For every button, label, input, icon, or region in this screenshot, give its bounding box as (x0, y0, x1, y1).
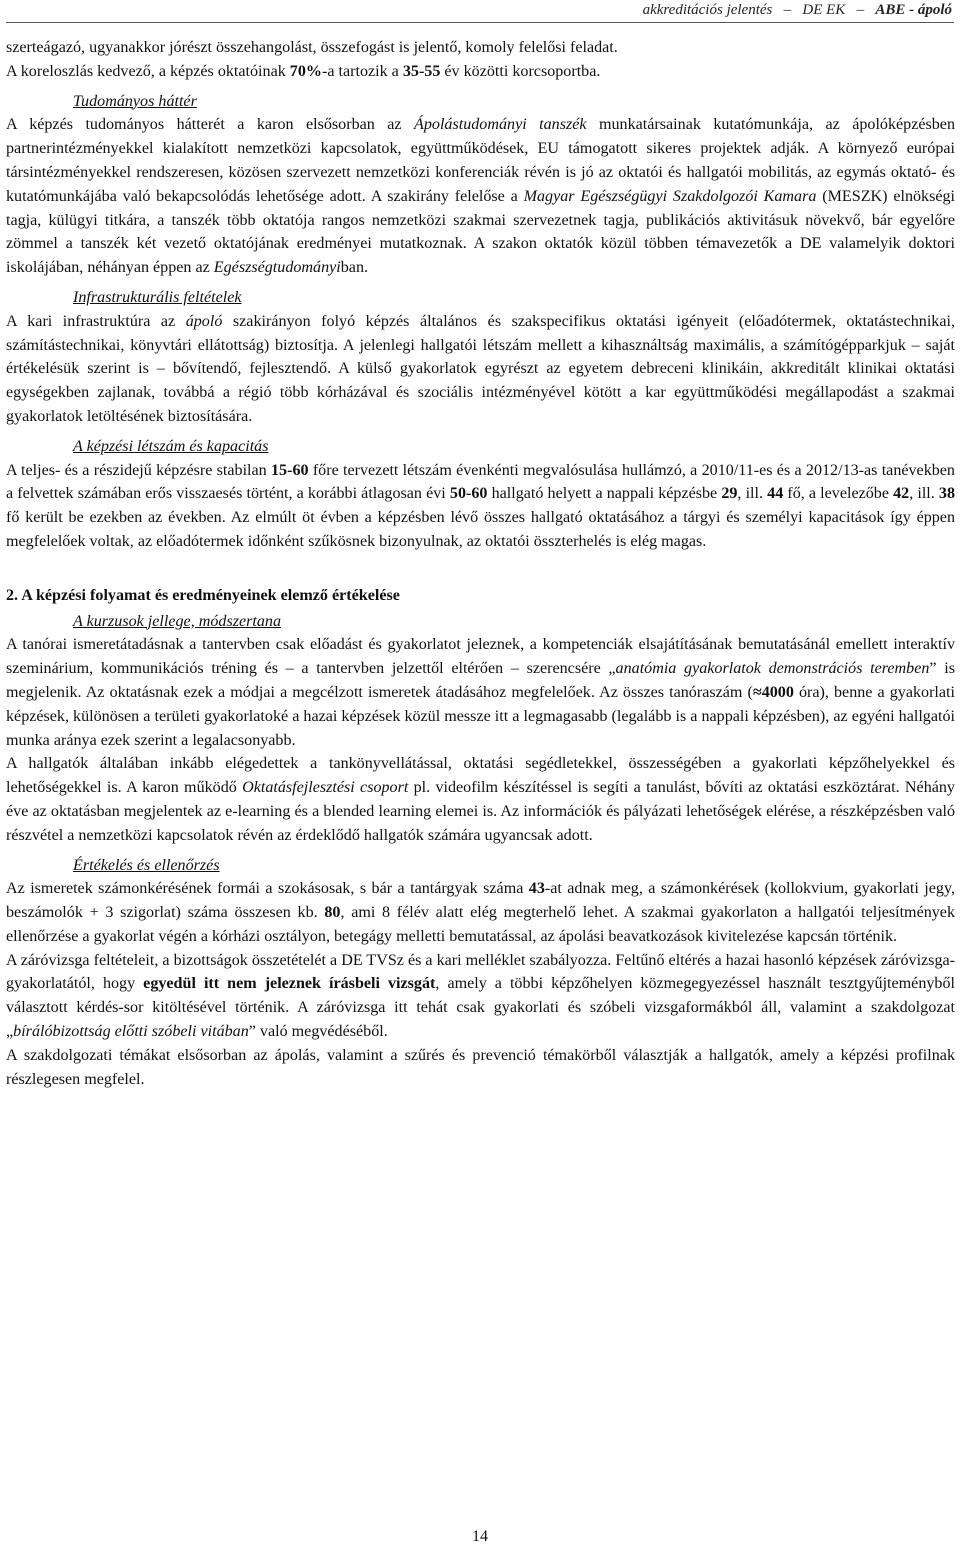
capacity-paragraph: A teljes- és a részidejű képzésre stabilan 15-60 főre tervezett létszám évenkénti megvalósulása hullámzó, a 2010/11-es és a 2012/13-as tanévekben a felvettek számában erős visszaesés történt, a korábbi átlagosan évi 50-60 hallgató helyett a nappali képzésbe 29, ill. 44 fő, a levelezőbe 42, ill. 38 fő került be ezekben az években. Az elmúlt öt évben a képzésben lévő összes hallgató oktatásához a tárgyi és személyi kapacitások így éppen megfelelőek voltak, az előadótermek időnként szűkösnek bizonyulnak, az oktatói összterhelés is elég magas. (6, 461, 956, 550)
document-body (6, 36, 955, 1091)
section-title: 2. A képzési folyamat és eredményeinek elemző értékelése (6, 586, 400, 604)
running-header: akkreditációs jelentés – DE EK – ABE - ápoló (642, 2, 952, 18)
assessment-paragraph: Az ismeretek számonkérésének formái a szokásosak, s bár a tantárgyak száma 43-at adnak meg, a számonkérések (kollokvium, gyakorlati jegy, beszámolók + 3 szigorlat) száma összesen kb. 80, ami 8 félév alatt elég megterhelő lehet. A szakmai gyakorlaton a hallgatói teljesítmények ellenőrzése a gyakorlat végén a kórházi osztályon, betegágy melletti bemutatással, az ápolási beavatkozások kivitelezése kapcsán történik. (6, 880, 955, 945)
header-institution: DE EK (802, 2, 846, 18)
subheading-capacity: A képzési létszám és kapacitás (73, 437, 269, 455)
thesis-topics-paragraph: A szakdolgozati témákat elsősorban az ápolás, valamint a szűrés és prevenció témakörből választják a hallgatók, amely a képzési profilnak részlegesen megfelel. (6, 1046, 955, 1088)
header-rule (6, 22, 954, 23)
subheading-scientific-background: Tudományos háttér (73, 92, 197, 110)
header-program: ABE - ápoló (875, 2, 952, 18)
infrastructure-paragraph: A kari infrastruktúra az ápoló szakirányon folyó képzés általános és szakspecifikus oktatási igényeit (előadótermek, oktatástechnikai, számítástechnikai, könyvtári ellátottság) biztosítja. A jelenlegi hallgatói létszám mellett a kihasználtság maximális, a számítógépparkjuk – saját értékelésük szerint is – bővítendő, fejlesztendő. A külső gyakorlatok egyrészt az egyetem debreceni klinikáin, akkreditált klinikai oktatási egységekben zajlanak, továbbá a régió több kórházával és szociális intézményével kötött a kar együttműködési megállapodást a szakmai gyakorlatok letöltésének biztosítására. (6, 312, 955, 425)
page-number: 14 (472, 1528, 488, 1545)
course-resources-paragraph: A hallgatók általában inkább elégedettek a tankönyvellátással, oktatási segédletekkel, összességében a gyakorlati képzőhelyekkel és lehetőségekkel is. A karon működő Oktatásfejlesztési csoport pl. videofilm készítéssel is segíti a tanulást, bővíti az oktatási eszköztárat. Néhány éve az oktatásban megjelentek az e-learning és a blended learning elemei is. Az információk és pályázati lehetőségek elérése, a részképzésben való részvétel a nemzetközi kapcsolatok révén az érdeklődő hallgatók számára ugyancsak adott. (6, 755, 955, 844)
header-report-type: akkreditációs jelentés (642, 2, 773, 18)
course-methods-paragraph: A tanórai ismeretátadásnak a tantervben csak előadást és gyakorlatot jeleznek, a kompetenciák elsajátításának bemutatásánál emellett interaktív szeminárium, kommunikációs tréning és – a tantervben jelzettől eltérően – szerencsére „anatómia gyakorlatok demonstrációs teremben” is megjelenik. Az oktatásnak ezek a módjai a megcélzott ismeretek átadásához megfelelőek. Az összes tanóraszám (≈4000 óra), benne a gyakorlati képzések, különösen a területi gyakorlatoké a hazai képzések közül messze itt a legmagasabb (legalább is a nappali képzésben), az egyéni hallgatói munka aránya ezek szerint a legalacsonyabb. (6, 636, 955, 749)
subheading-infrastructure: Infrastrukturális feltételek (73, 288, 242, 306)
subheading-assessment: Értékelés és ellenőrzés (73, 856, 220, 874)
subheading-course-methods: A kurzusok jellege, módszertana (73, 612, 282, 630)
scientific-background-paragraph: A képzés tudományos hátterét a karon elsősorban az Ápolástudományi tanszék munkatársainak kutatómunkája, az ápolóképzésben partnerintézményekkel kialakított nemzetközi kapcsolatok, együttműködések, EU támogatott sikeres projektek adják. A környező európai társintézményekkel rendszeresen, közösen szervezett nemzetközi konferenciák révén is jó az oktatói és hallgatói mobilitás, az egymás oktató- és kutatómunkájába való bekapcsolódás lehetősége adott. A szakirány felelőse a Magyar Egészségügyi Szakdolgozói Kamara (MESZK) elnökségi tagja, külügyi titkára, a tanszék több oktatója rangos nemzetközi szakmai szervezetnek tagja, publikációs aktivitásuk növekvő, bár egyelőre zömmel a tanszék két vezető oktatójának eredményei mutatkoznak. A szakon oktatók közül többen témavezetők a DE valamelyik doktori iskolájában, néhányan éppen az Egészségtudományiban. (6, 116, 956, 277)
intro-paragraph: szerteágazó, ugyanakkor jórészt összehangolást, összefogást is jelentő, komoly felelősi feladat. A koreloszlás kedvező, a képzés oktatóinak 70%-a tartozik a 35-55 év közötti korcsoportba. (6, 39, 618, 80)
final-exam-paragraph: A záróvizsga feltételeit, a bizottságok összetételét a DE TVSz és a kari melléklet szabályozza. Feltűnő eltérés a hazai hasonló képzések záróvizsga-gyakorlatától, hogy egyedül itt nem jeleznek írásbeli vizsgát, amely a többi képzőhelyen közmegegyezéssel használt tesztgyűjteményből választott kérdés-sor kitöltésével történik. A záróvizsga itt tehát csak gyakorlati és szóbeli vizsgaformákból áll, valamint a szakdolgozat „bírálóbizottság előtti szóbeli vitában” való megvédéséből. (6, 951, 955, 1041)
